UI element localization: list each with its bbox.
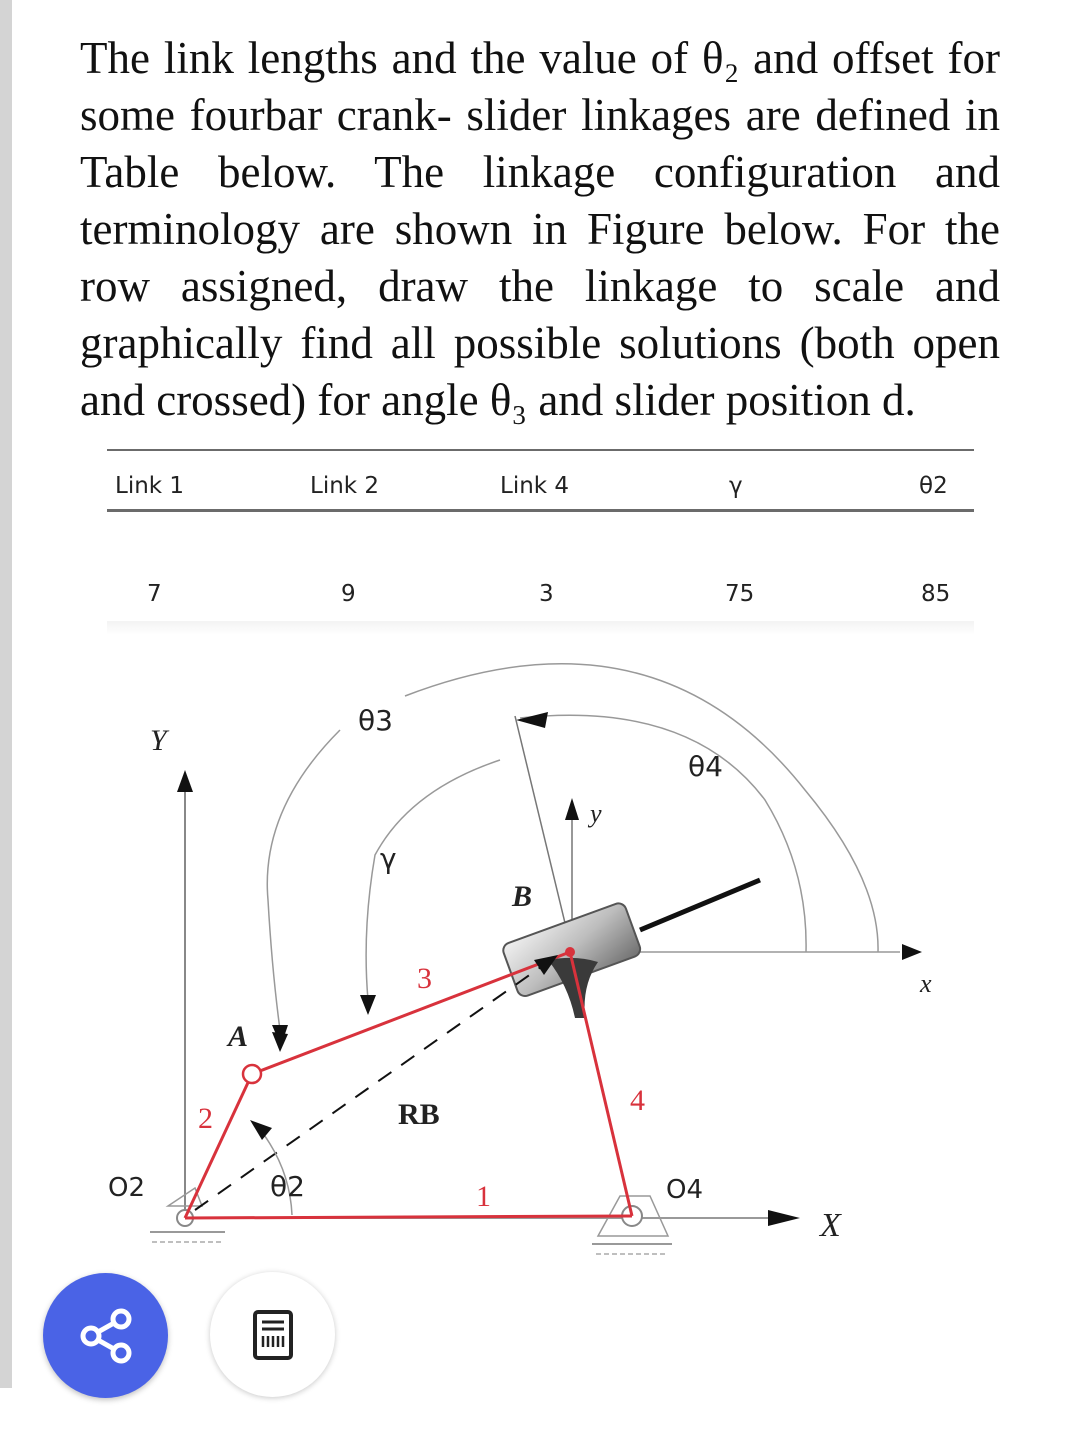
theta4-arrow-A: [272, 1032, 288, 1052]
reader-mode-button[interactable]: [210, 1272, 335, 1397]
link4-rocker: [570, 952, 632, 1216]
header-link4: Link 4: [500, 473, 570, 499]
pin-b: [565, 947, 575, 957]
share-icon: [75, 1305, 137, 1367]
label-link3: 3: [417, 962, 432, 995]
reader-mode-icon: [252, 1309, 294, 1361]
cell-link4: 3: [539, 581, 554, 607]
label-y-local: y: [590, 799, 602, 828]
y-local-arrowhead: [565, 798, 579, 820]
slider-normal-line: [515, 716, 572, 952]
cell-theta2: 85: [921, 581, 951, 607]
share-button[interactable]: [43, 1273, 168, 1398]
gamma-arc: [366, 760, 500, 1000]
x-axis-arrowhead: [768, 1210, 800, 1226]
x-local-arrowhead: [902, 944, 922, 960]
ground-o4: [592, 1196, 672, 1254]
label-link4: 4: [630, 1084, 645, 1117]
link3-coupler: [252, 952, 570, 1074]
cell-link2: 9: [341, 581, 356, 607]
cell-gamma: 75: [725, 581, 755, 607]
gamma-arrow: [360, 995, 376, 1015]
label-RB: RB: [398, 1098, 440, 1131]
link1-ground: [185, 1216, 632, 1218]
label-O2: O2: [108, 1173, 146, 1203]
theta4-arrow-inner: [516, 712, 548, 728]
theta3-arc: [267, 730, 340, 1030]
label-theta4: θ4: [688, 750, 723, 783]
y-axis-arrowhead: [177, 770, 193, 792]
label-theta2: θ2: [270, 1170, 305, 1203]
label-B: B: [512, 880, 533, 913]
label-Y: Y: [150, 724, 167, 757]
label-X: X: [820, 1207, 841, 1244]
slider-rod: [640, 880, 760, 930]
table-header-rule: [107, 509, 974, 512]
table-bottom-shade: [107, 621, 974, 635]
table-top-rule: [107, 449, 974, 451]
label-A: A: [228, 1020, 249, 1053]
pin-a: [243, 1065, 261, 1083]
label-x-local: x: [920, 969, 932, 998]
header-theta2: θ2: [919, 473, 948, 499]
header-gamma: γ: [729, 473, 743, 499]
header-link1: Link 1: [115, 473, 185, 499]
label-O4: O4: [666, 1175, 704, 1205]
link2-crank: [185, 1074, 252, 1218]
header-link2: Link 2: [310, 473, 380, 499]
label-theta3: θ3: [358, 704, 393, 737]
label-gamma: γ: [380, 842, 397, 875]
cell-link1: 7: [147, 581, 162, 607]
theta2-arrow: [250, 1120, 272, 1140]
problem-statement: The link lengths and the value of θ₂ and offset for some fourbar crank- slider linkages are defined in Table below. The linkage configuration and terminology are shown in Figure below. For the row assigned, draw the linkage to scale and graphically find all possible solutions (both open and crossed) for angle θ₃ and slider position d.: [80, 33, 1000, 425]
theta4-arc: [405, 664, 878, 952]
label-link1: 1: [476, 1180, 491, 1213]
crank-slider-figure: [0, 640, 1080, 1280]
label-link2: 2: [198, 1102, 213, 1135]
